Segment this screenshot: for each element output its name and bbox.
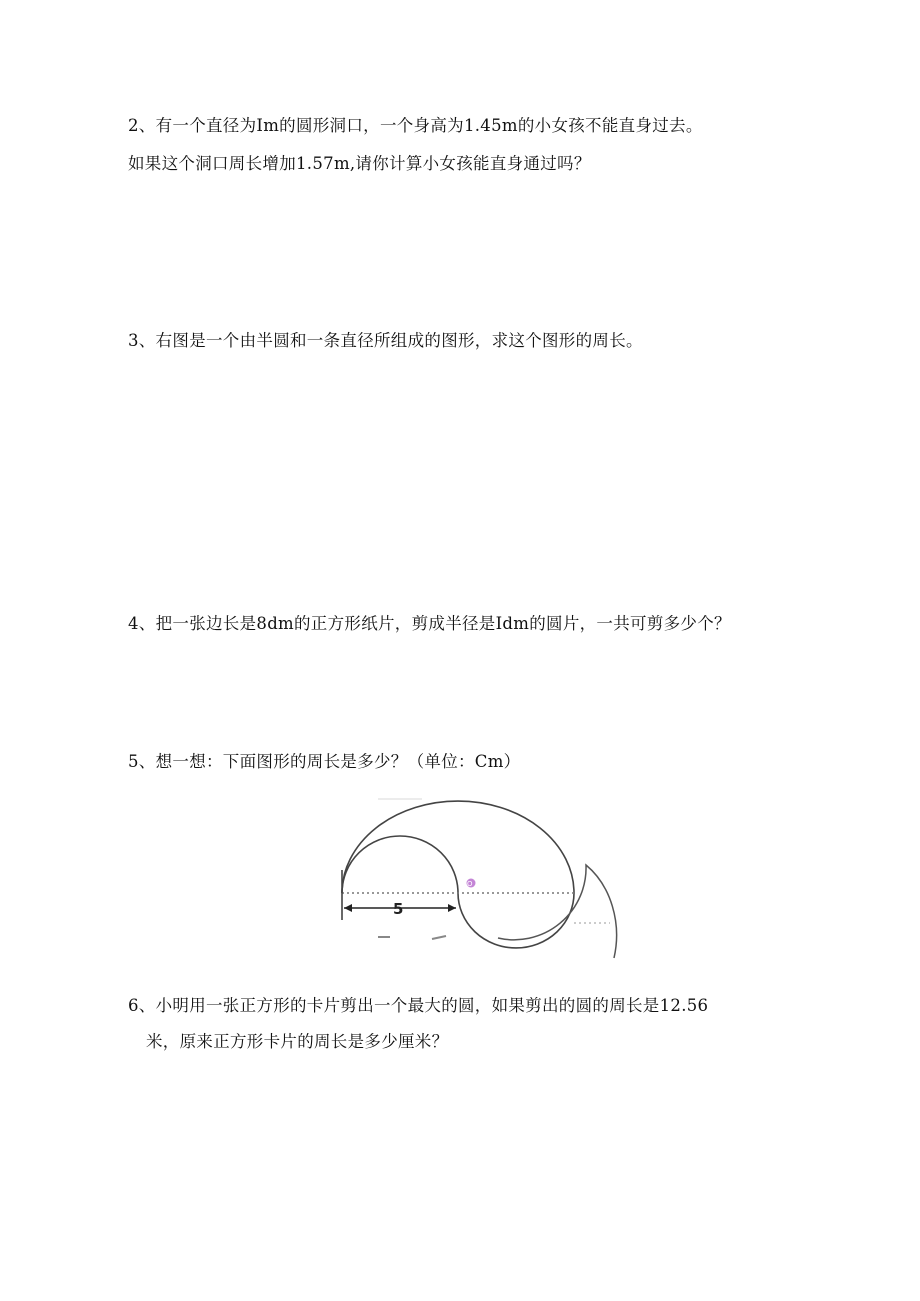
dimension-arrow-head-right (448, 904, 456, 912)
large-top-arc (342, 801, 574, 893)
outer-right-arc (498, 865, 617, 958)
question-6-line-1: 6、小明用一张正方形的卡片剪出一个最大的圆，如果剪出的圆的周长是12.56 (128, 996, 709, 1015)
figure-svg (330, 790, 630, 980)
center-label: O (467, 880, 473, 888)
question-2-line-1: 2、有一个直径为Im的圆形洞口，一个身高为1.45m的小女孩不能直身过去。 (128, 116, 703, 135)
faint-bottom-mark-2 (432, 936, 446, 939)
question-4-text: 4、把一张边长是8dm的正方形纸片，剪成半径是Idm的圆片，一共可剪多少个？ (128, 614, 731, 633)
dimension-arrow-head-left (344, 904, 352, 912)
question-2-line-2: 如果这个洞口周长增加1.57m,请你计算小女孩能直身通过吗？ (128, 154, 591, 173)
question-5-text: 5、想一想：下面图形的周长是多少？（单位：Cm） (128, 752, 521, 771)
question-6-line-2: 米，原来正方形卡片的周长是多少厘米？ (146, 1032, 449, 1051)
dimension-label: 5 (393, 900, 404, 918)
question-3-text: 3、右图是一个由半圆和一条直径所组成的图形，求这个图形的周长。 (128, 331, 643, 350)
semicircle-perimeter-figure (330, 790, 630, 980)
